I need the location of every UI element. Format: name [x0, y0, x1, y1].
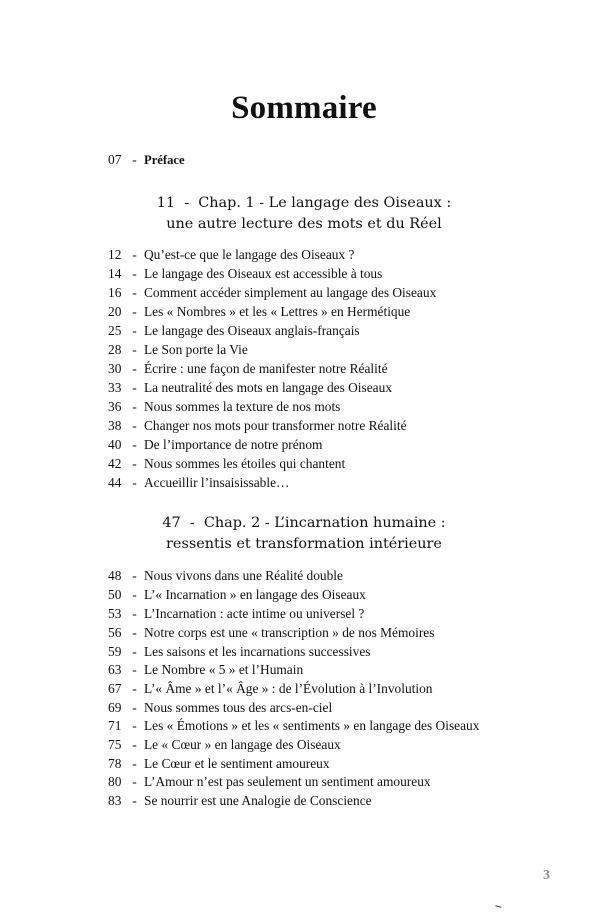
- toc-entry: [108, 455, 345, 473]
- toc-page-number: 30: [108, 361, 122, 376]
- toc-entry-label: Qu’est-ce que le langage des Oiseaux ?: [144, 247, 355, 262]
- scan-artifact: [495, 905, 502, 910]
- toc-separator: -: [132, 399, 137, 414]
- chapter-page-number: 47: [162, 515, 181, 531]
- toc-entry-label: Le Cœur et le sentiment amoureux: [144, 756, 330, 771]
- toc-page-number: 48: [108, 568, 122, 583]
- toc-entry-label: Nous sommes la texture de nos mots: [144, 399, 341, 414]
- toc-separator: -: [132, 568, 137, 583]
- toc-page-number: 07: [108, 152, 122, 167]
- toc-entry-label: Le Nombre « 5 » et l’Humain: [144, 662, 304, 677]
- toc-entry: [108, 341, 248, 359]
- toc-page-number: 16: [108, 285, 122, 300]
- toc-entry-label: L’Incarnation : acte intime ou universel ?: [144, 606, 365, 621]
- toc-entry: [108, 605, 364, 623]
- toc-page-number: 78: [108, 756, 122, 771]
- toc-separator: -: [132, 475, 137, 490]
- toc-entry: [108, 699, 332, 717]
- toc-entry: [108, 736, 341, 754]
- toc-page-number: 42: [108, 456, 122, 471]
- toc-separator: -: [132, 644, 137, 659]
- toc-entry: [108, 284, 436, 302]
- chapter-title: Chap. 1 - Le langage des Oiseaux :: [198, 195, 452, 211]
- page-title: Sommaire: [231, 90, 377, 126]
- toc-entry: [108, 773, 431, 791]
- toc-entry-label: Les « Nombres » et les « Lettres » en Hermétique: [144, 304, 411, 319]
- toc-separator: -: [132, 418, 137, 433]
- toc-entry-label: Nous vivons dans une Réalité double: [144, 568, 343, 583]
- toc-entry-label: L’« Incarnation » en langage des Oiseaux: [144, 587, 366, 602]
- toc-page-number: 25: [108, 323, 122, 338]
- toc-entry-label: Préface: [144, 153, 185, 167]
- toc-entry: [108, 717, 479, 735]
- toc-entry: [108, 755, 330, 773]
- toc-page-number: 71: [108, 718, 122, 733]
- chapter-heading-line1: 11 - Chap. 1 - Le langage des Oiseaux :: [156, 195, 452, 211]
- chapter-page-number: 11: [156, 195, 176, 211]
- toc-separator: -: [132, 285, 137, 300]
- toc-page-number: 12: [108, 247, 122, 262]
- toc-entry-label: Le langage des Oiseaux anglais-français: [144, 323, 360, 338]
- toc-entry-label: Le « Cœur » en langage des Oiseaux: [144, 737, 341, 752]
- toc-entry-preface: [108, 151, 185, 169]
- toc-entry-label: L’« Âme » et l’« Âge » : de l’Évolution à l’Involution: [144, 681, 433, 696]
- toc-entry: [108, 322, 360, 340]
- chapter-heading-1: [0, 193, 608, 235]
- toc-entry: [108, 398, 340, 416]
- toc-entry-label: Les « Émotions » et les « sentiments » en langage des Oiseaux: [144, 718, 480, 733]
- toc-page-number: 44: [108, 475, 122, 490]
- toc-entry-label: Notre corps est une « transcription » de nos Mémoires: [144, 625, 435, 640]
- toc-entry: [108, 680, 432, 698]
- toc-entry-label: Accueillir l’insaisissable…: [144, 475, 290, 490]
- toc-entry: [108, 624, 434, 642]
- toc-separator: -: [132, 323, 137, 338]
- toc-page-number: 69: [108, 700, 122, 715]
- toc-page-number: 28: [108, 342, 122, 357]
- toc-separator: -: [132, 681, 137, 696]
- toc-separator: -: [132, 152, 137, 167]
- toc-entry-label: Changer nos mots pour transformer notre Réalité: [144, 418, 407, 433]
- toc-separator: -: [132, 774, 137, 789]
- toc-entry: [108, 474, 289, 492]
- toc-page-number: 36: [108, 399, 122, 414]
- toc-page-number: 14: [108, 266, 122, 281]
- page-number: 3: [543, 868, 550, 883]
- toc-entry-label: Le Son porte la Vie: [144, 342, 248, 357]
- toc-separator: -: [132, 456, 137, 471]
- toc-separator: -: [132, 361, 137, 376]
- toc-separator: -: [132, 737, 137, 752]
- toc-page-number: 56: [108, 625, 122, 640]
- toc-entry-label: L’Amour n’est pas seulement un sentiment amoureux: [144, 774, 431, 789]
- toc-entry: [108, 303, 410, 321]
- toc-page-number: 67: [108, 681, 122, 696]
- toc-page-number: 33: [108, 380, 122, 395]
- toc-page-number: 59: [108, 644, 122, 659]
- toc-page-number: 75: [108, 737, 122, 752]
- chapter-subtitle: ressentis et transformation intérieure: [166, 536, 442, 552]
- toc-entry: [108, 436, 322, 454]
- toc-page-number: 38: [108, 418, 122, 433]
- toc-page-number: 50: [108, 587, 122, 602]
- toc-entry: [108, 643, 370, 661]
- toc-entry: [108, 265, 382, 283]
- toc-entry-label: Comment accéder simplement au langage des Oiseaux: [144, 285, 437, 300]
- toc-entry: [108, 661, 303, 679]
- toc-entry-label: Écrire : une façon de manifester notre Réalité: [144, 361, 388, 376]
- toc-separator: -: [132, 437, 137, 452]
- toc-separator: -: [132, 247, 137, 262]
- toc-entry: [108, 379, 392, 397]
- toc-separator: -: [132, 793, 137, 808]
- toc-separator: -: [132, 625, 137, 640]
- toc-page-number: 83: [108, 793, 122, 808]
- chapter-subtitle: une autre lecture des mots et du Réel: [166, 216, 442, 232]
- toc-separator: -: [132, 380, 137, 395]
- toc-entry-label: Nous sommes tous des arcs-en-ciel: [144, 700, 333, 715]
- chapter-heading-line1: 47 - Chap. 2 - L’incarnation humaine :: [162, 515, 446, 531]
- toc-entry-label: Se nourrir est une Analogie de Conscience: [144, 793, 372, 808]
- toc-entry: [108, 792, 372, 810]
- toc-entry-label: Les saisons et les incarnations successives: [144, 644, 371, 659]
- toc-entry-label: Le langage des Oiseaux est accessible à tous: [144, 266, 383, 281]
- chapter-heading-2: [0, 513, 608, 555]
- toc-separator: -: [132, 266, 137, 281]
- chapter-title: Chap. 2 - L’incarnation humaine :: [203, 515, 446, 531]
- toc-entry: [108, 246, 354, 264]
- toc-separator: -: [132, 756, 137, 771]
- toc-entry-label: La neutralité des mots en langage des Oiseaux: [144, 380, 393, 395]
- toc-separator: -: [132, 606, 137, 621]
- toc-entry: [108, 567, 343, 585]
- toc-entry: [108, 586, 366, 604]
- toc-page-number: 40: [108, 437, 122, 452]
- toc-separator: -: [132, 304, 137, 319]
- toc-page-number: 53: [108, 606, 122, 621]
- toc-separator: -: [132, 342, 137, 357]
- toc-separator: -: [132, 587, 137, 602]
- toc-separator: -: [132, 662, 137, 677]
- toc-separator: -: [132, 700, 137, 715]
- toc-separator: -: [132, 718, 137, 733]
- toc-entry: [108, 360, 388, 378]
- toc-page-number: 63: [108, 662, 122, 677]
- toc-page-number: 80: [108, 774, 122, 789]
- toc-page-number: 20: [108, 304, 122, 319]
- toc-entry-label: De l’importance de notre prénom: [144, 437, 323, 452]
- toc-entry: [108, 417, 407, 435]
- toc-entry-label: Nous sommes les étoiles qui chantent: [144, 456, 346, 471]
